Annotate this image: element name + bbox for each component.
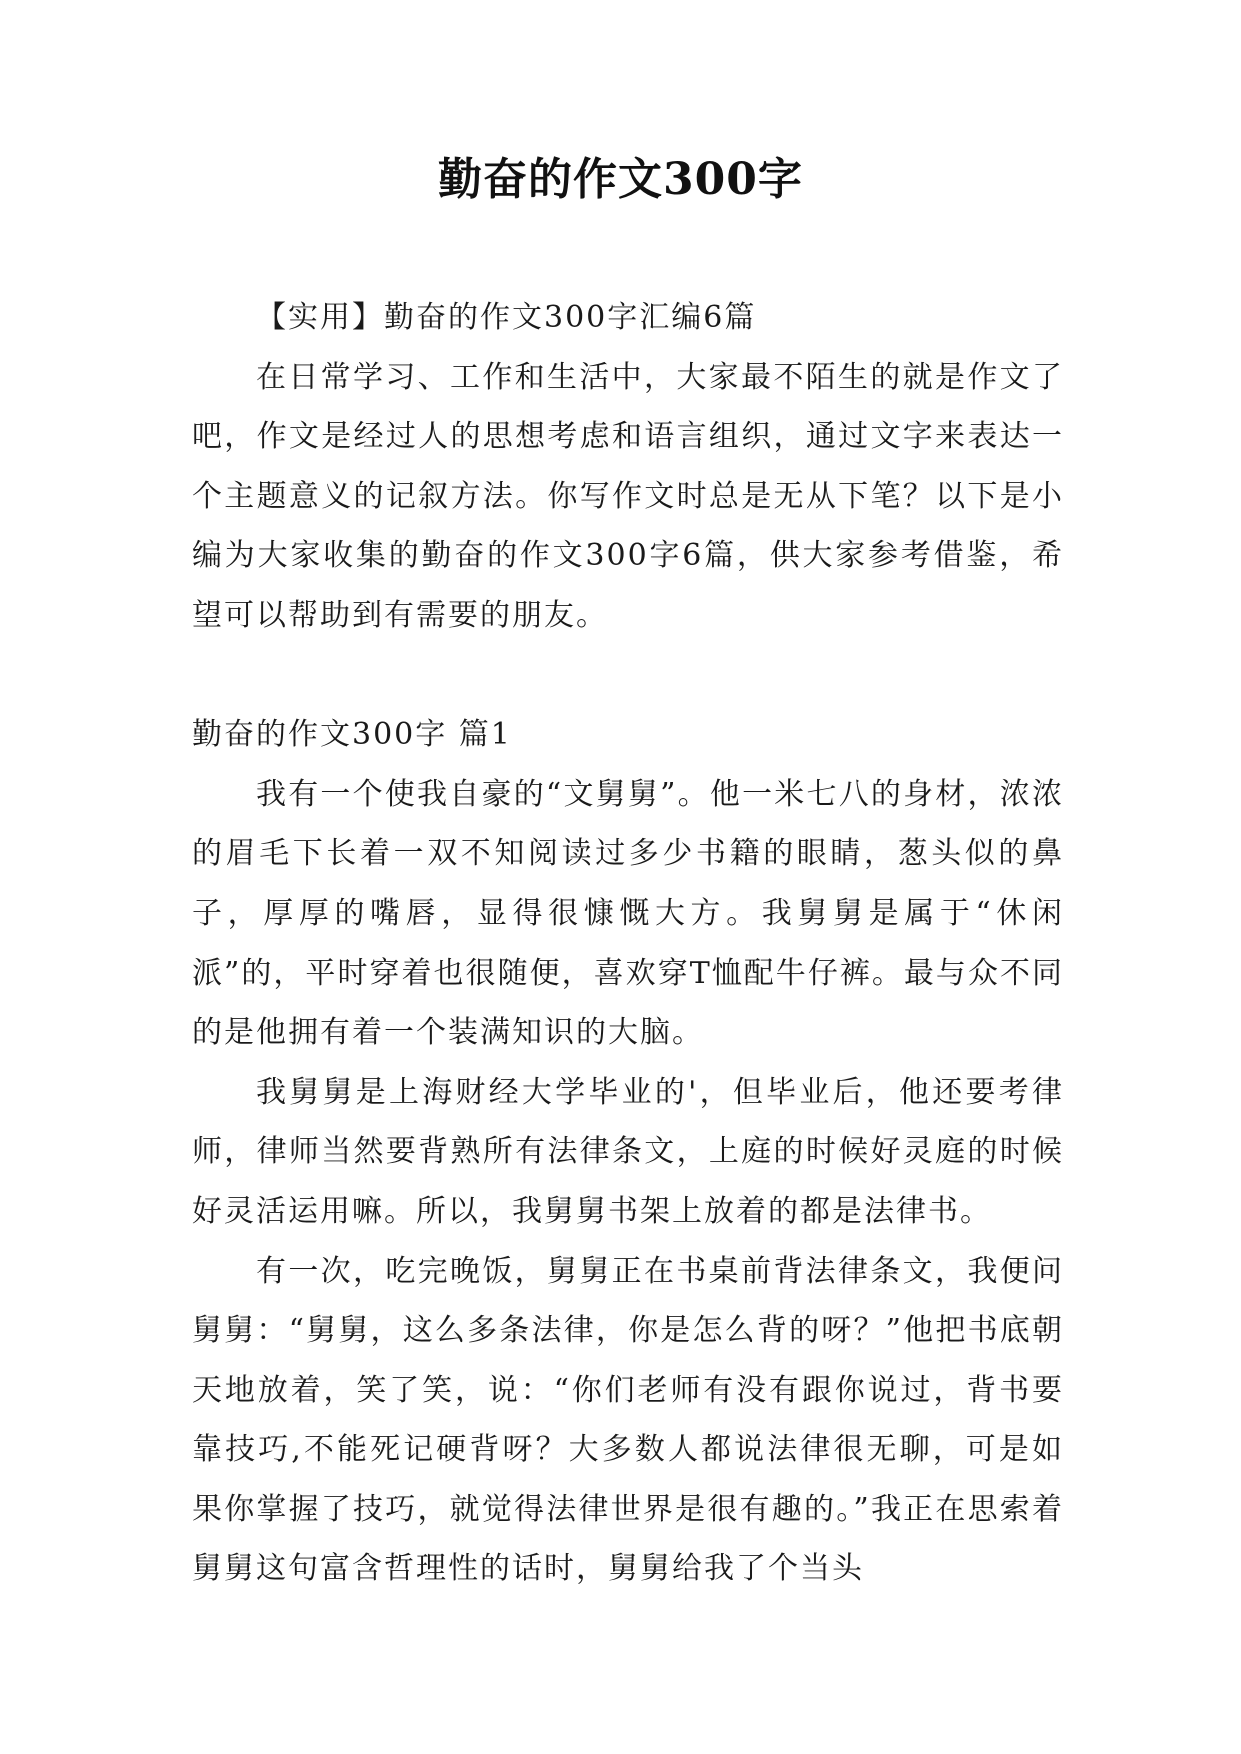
section-paragraph-3: 有一次，吃完晚饭，舅舅正在书桌前背法律条文，我便问舅舅：“舅舅，这么多条法律，你是怎么背的呀？”他把书底朝天地放着，笑了笑，说：“你们老师有没有跟你说过，背书要靠技巧,不能死记硬背呀？大多数人都说法律很无聊，可是如果你掌握了技巧，就觉得法律世界是很有趣的。”我正在思索着舅舅这句富含哲理性的话时，舅舅给我了个当头 — [192, 1253, 1064, 1587]
section-paragraph-2: 我舅舅是上海财经大学毕业的'，但毕业后，他还要考律师，律师当然要背熟所有法律条文，上庭的时候好灵庭的时候好灵活运用嘛。所以，我舅舅书架上放着的都是法律书。 — [192, 1074, 1064, 1229]
intro-heading: 【实用】勤奋的作文300字汇编6篇 — [256, 300, 757, 335]
section-gap — [192, 646, 1064, 706]
section-heading: 勤奋的作文300字 篇1 — [192, 717, 512, 753]
section-paragraph-1: 我有一个使我自豪的“文舅舅”。他一米七八的身材，浓浓的眉毛下长着一双不知阅读过多少书籍的眼睛，葱头似的鼻子，厚厚的嘴唇，显得很慷慨大方。我舅舅是属于“休闲派”的，平时穿着也很随便，喜欢穿T恤配牛仔裤。最与众不同的是他拥有着一个装满知识的大脑。 — [192, 776, 1064, 1051]
document-title: 勤奋的作文300字 — [438, 154, 803, 205]
document-body — [192, 288, 1064, 1599]
intro-paragraph: 在日常学习、工作和生活中，大家最不陌生的就是作文了吧，作文是经过人的思想考虑和语言组织，通过文字来表达一个主题意义的记叙方法。你写作文时总是无从下笔？以下是小编为大家收集的勤奋的作文300字6篇，供大家参考借鉴，希望可以帮助到有需要的朋友。 — [192, 359, 1064, 633]
